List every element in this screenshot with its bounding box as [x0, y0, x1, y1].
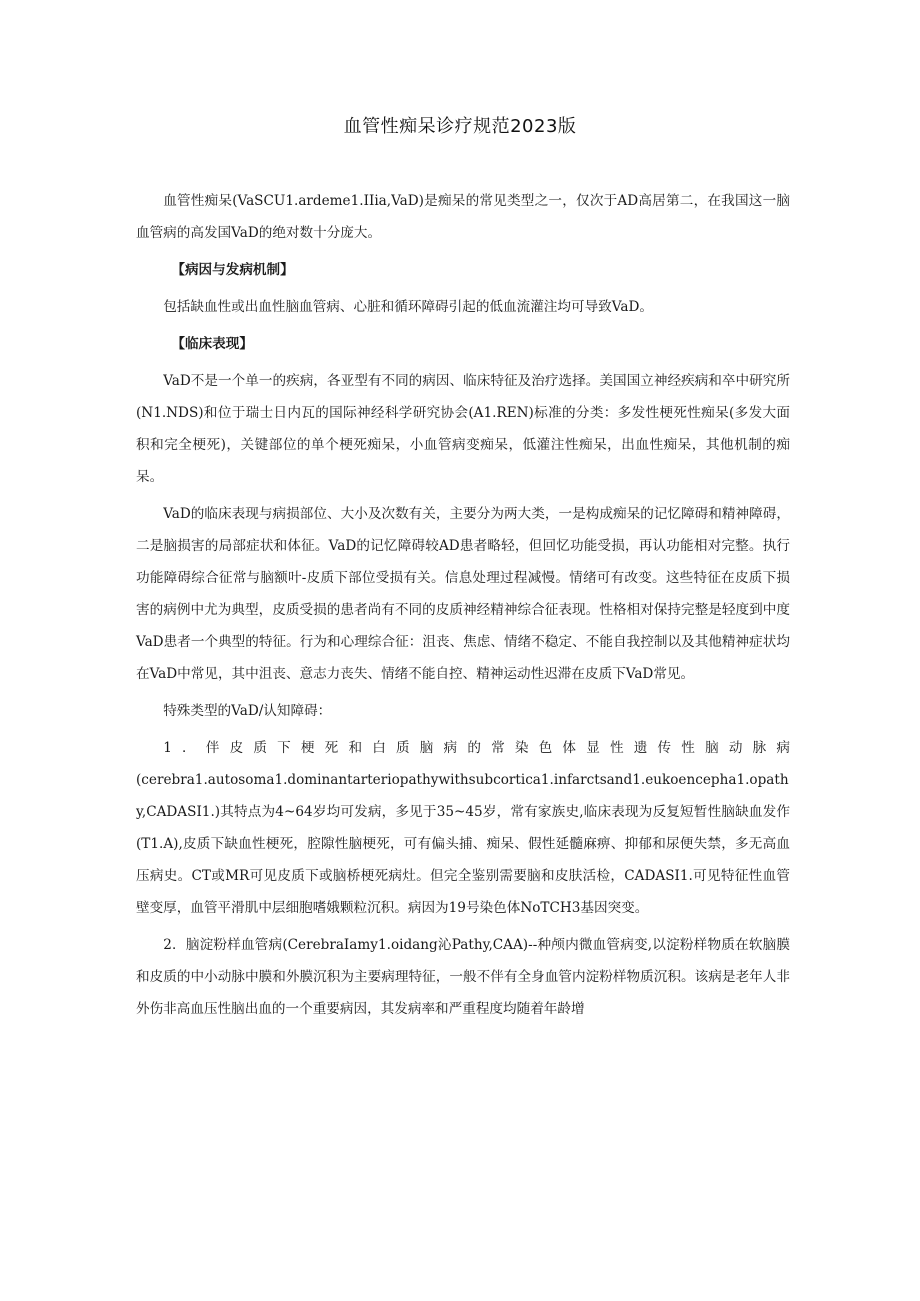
list-item-1-body: (cerebra1.autosoma1.dominantarteriopathywithsubcortica1.infarctsand1.eukoencepha1.opathy,CADASI1.)其特点为4~64岁均可发病，多见于35~45岁，常有家族史,临床表现为反复短暂性脑缺血发作(T1.A),皮质下缺血性梗死，腔隙性脑梗死，可有偏头捕、痴呆、假性延髓麻痹、抑郁和尿便失禁，多无高血压病史。CT或MR可见皮质下或脑桥梗死病灶。但完全鉴别需要脑和皮肤活检，CADASI1.可见特征性血管壁变厚，血管平滑肌中层细胞嗜娥颗粒沉积。病因为19号染色体NoTCH3基因突变。: [136, 772, 790, 916]
paragraph-intro: 血管性痴呆(VaSCU1.ardeme1.IIia,VaD)是痴呆的常见类型之一，仅次于AD高居第二，在我国这一脑血管病的高发国VaD的绝对数十分庞大。: [136, 193, 790, 241]
section-heading-clinical: 【临床表现】: [171, 336, 253, 352]
paragraph-classification: VaD不是一个单一的疾病，各亚型有不同的病因、临床特征及治疗选择。美国国立神经疾病和卒中研究所(N1.NDS)和位于瑞士日内瓦的国际神经科学研究协会(A1.REN)标准的分类：多发性梗死性痴呆(多发大面积和完全梗死)，关键部位的单个梗死痴呆，小血管病变痴呆，低灌注性痴呆，出血性痴呆，其他机制的痴呆。: [136, 373, 790, 485]
paragraph-etiology: 包括缺血性或出血性脑血管病、心脏和循环障碍引起的低血流灌注均可导致VaD。: [163, 299, 653, 315]
paragraph-special-types: 特殊类型的VaD/认知障碍：: [163, 703, 332, 719]
document-title: 血管性痴呆诊疗规范2023版: [343, 116, 577, 137]
list-item-2: 2．脑淀粉样血管病(CerebraIamy1.oidang沁Pathy,CAA)--种颅内微血管病变,以淀粉样物质在软脑膜和皮质的中小动脉中膜和外膜沉积为主要病理特征，一般不伴有全身血管内淀粉样物质沉积。该病是老年人非外伤非高血压性脑出血的一个重要病因，其发病率和严重程度均随着年龄增: [136, 937, 790, 1017]
section-heading-etiology: 【病因与发病机制】: [171, 262, 294, 278]
list-item-1-heading: 1．伴皮质下梗死和白质脑病的常染色体显性遗传性脑动脉病: [163, 740, 790, 756]
paragraph-clinical-features: VaD的临床表现与病损部位、大小及次数有关，主要分为两大类，一是构成痴呆的记忆障碍和精神障碍，二是脑损害的局部症状和体征。VaD的记忆障碍较AD患者略轻，但回忆功能受损，再认功能相对完整。执行功能障碍综合征常与脑额叶-皮质下部位受损有关。信息处理过程减慢。情绪可有改变。这些特征在皮质下损害的病例中尤为典型，皮质受损的患者尚有不同的皮质神经精神综合征表现。性格相对保持完整是轻度到中度VaD患者一个典型的特征。行为和心理综合征：沮丧、焦虑、情绪不稳定、不能自我控制以及其他精神症状均在VaD中常见，其中沮丧、意志力丧失、情绪不能自控、精神运动性迟滞在皮质下VaD常见。: [136, 506, 790, 682]
document-body: [136, 185, 790, 1030]
